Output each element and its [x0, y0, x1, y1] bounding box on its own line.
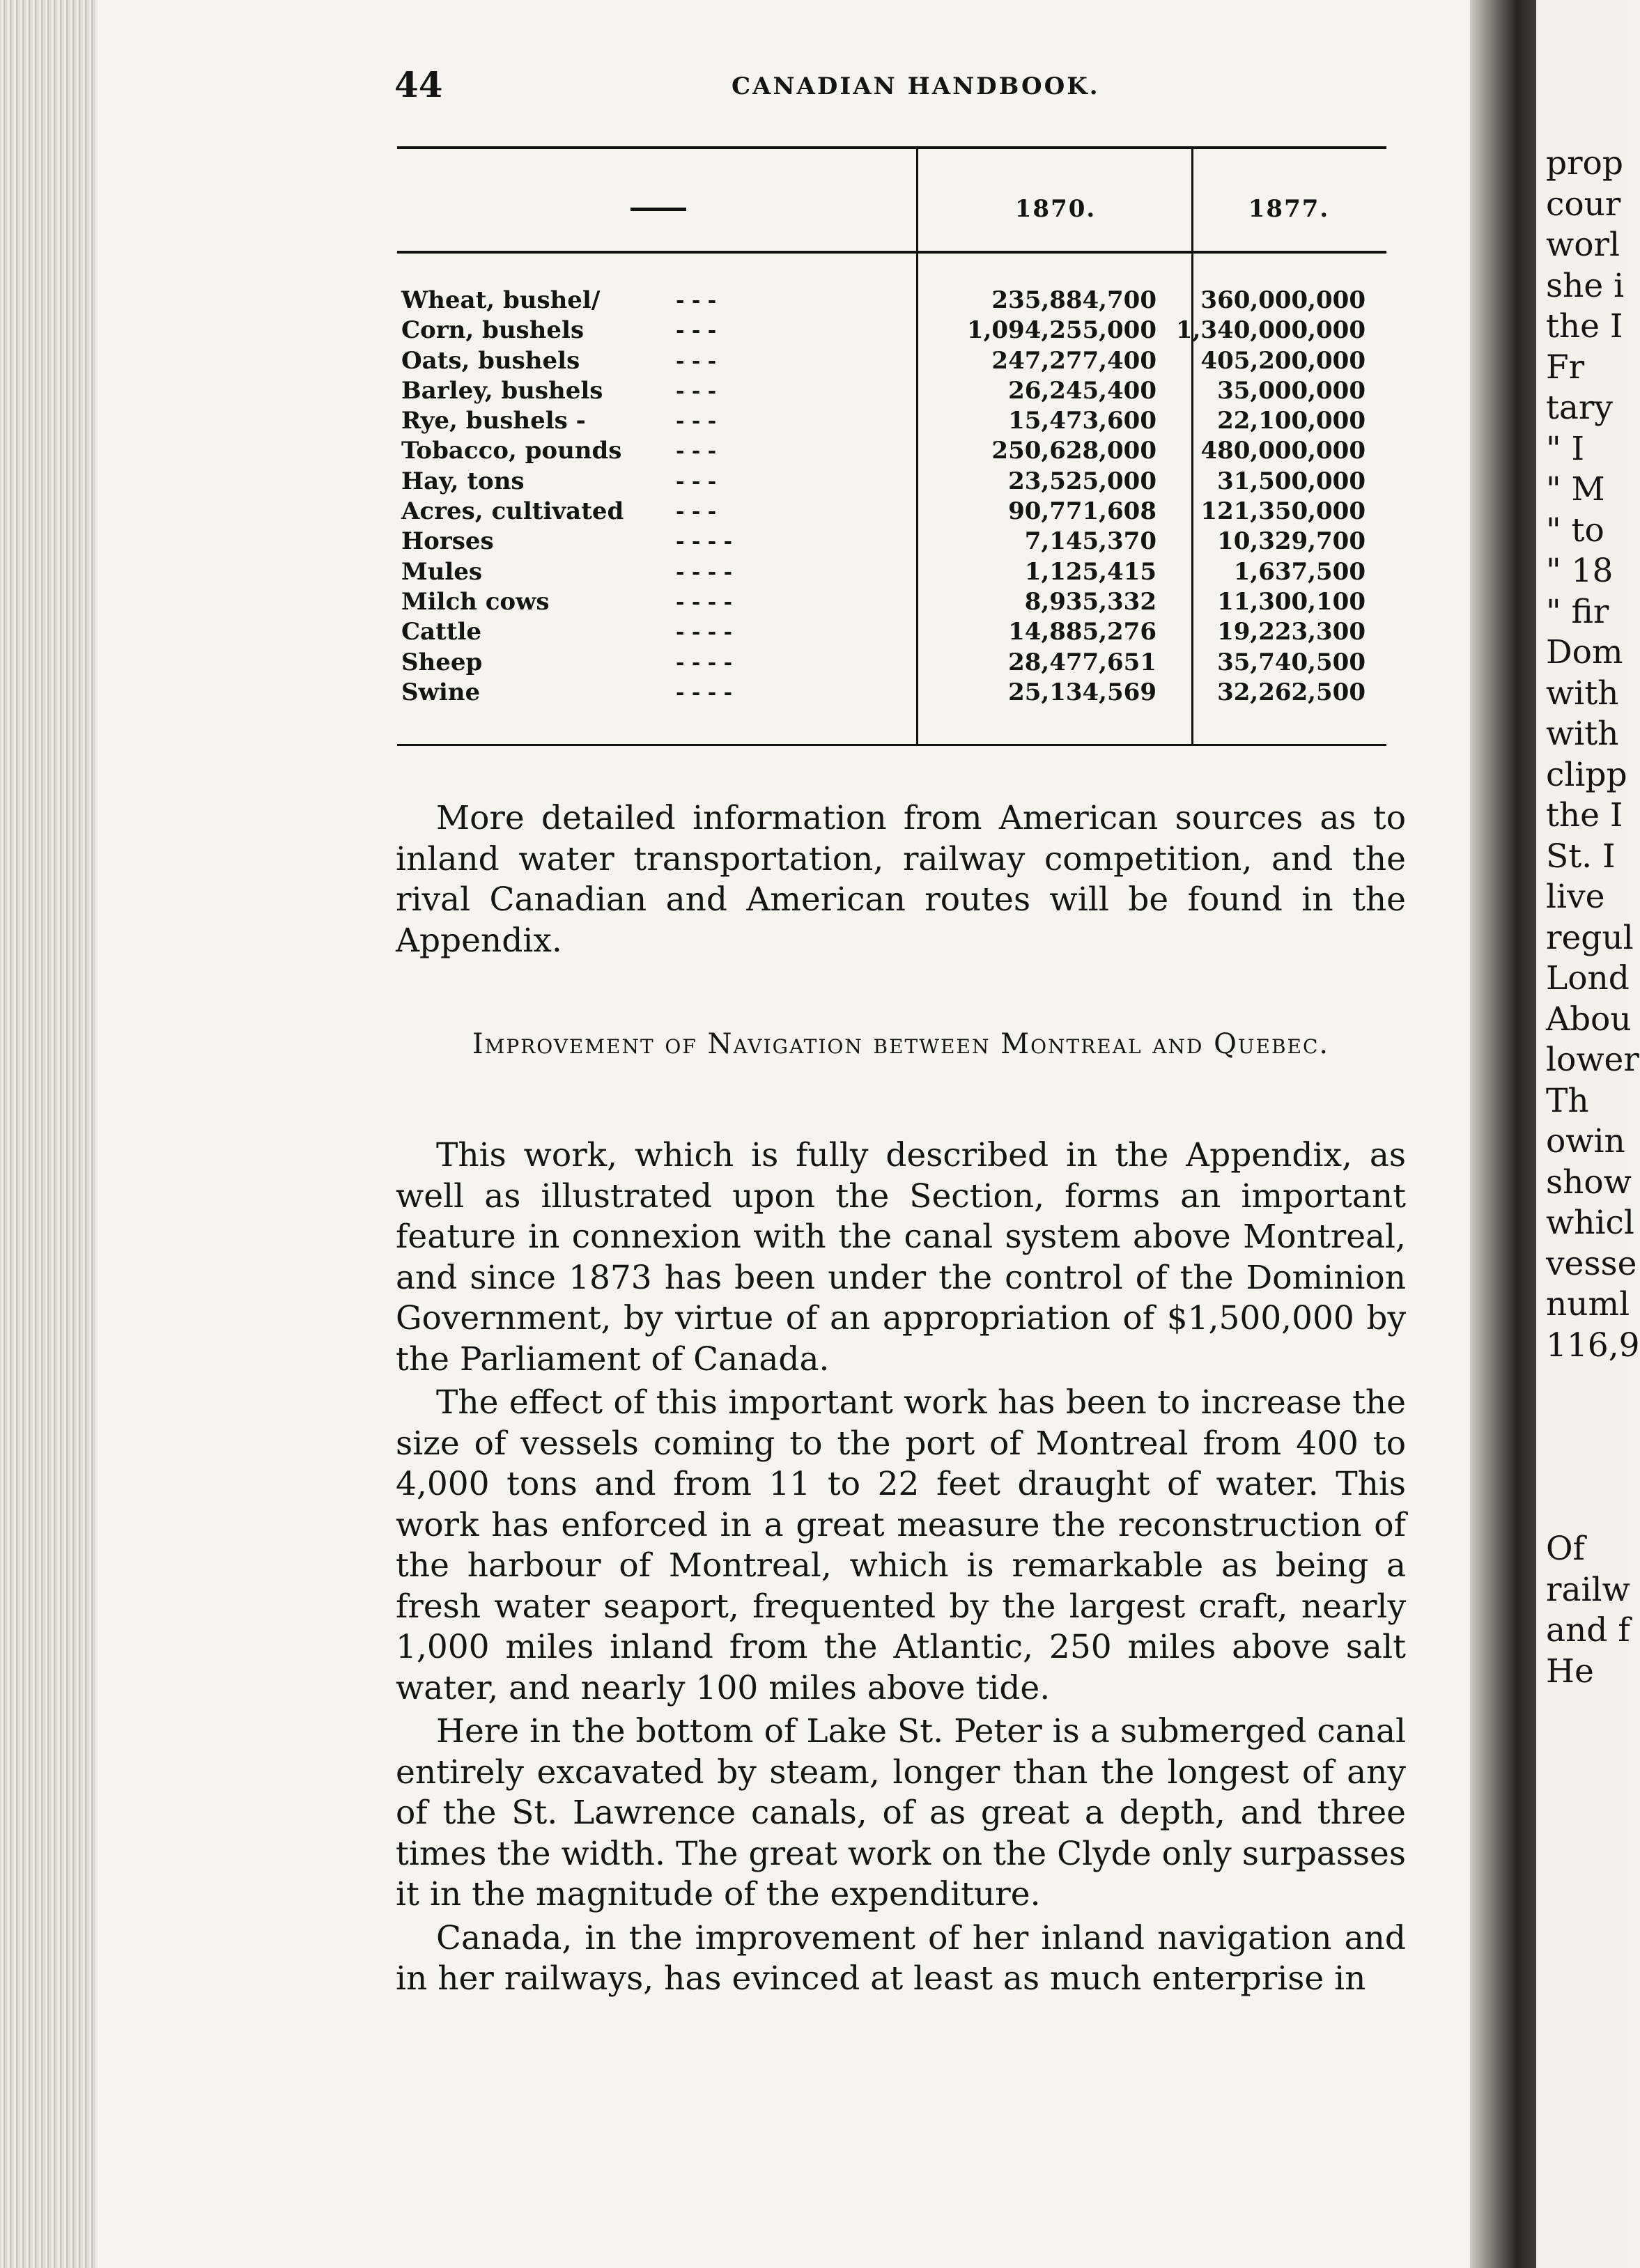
- table-body: [397, 286, 1386, 708]
- table-row: [397, 467, 1386, 497]
- row-label: Acres, cultivated: [401, 497, 624, 526]
- row-leader: - - -: [676, 378, 717, 403]
- value-1870: 1,125,415: [1024, 557, 1156, 586]
- value-1877: 405,200,000: [1200, 346, 1366, 375]
- table-top-rule: [397, 146, 1386, 149]
- row-leader: - - -: [676, 348, 717, 373]
- table-row: [397, 617, 1386, 647]
- row-label: Horses: [401, 527, 494, 556]
- value-1877: 11,300,100: [1217, 587, 1366, 616]
- paragraph: [396, 798, 1406, 964]
- value-1877: 35,740,500: [1217, 648, 1366, 676]
- facing-page-line: " I: [1546, 429, 1585, 468]
- paragraph-text: This work, which is fully described in the Appendix, as well as illustrated upon the Section, forms an important feature in connexion with the canal system above Montreal, and since 1873 has been under the control of the Dominion Government, by virtue of an appropriation of $1,500,000 by the Parliament of Canada.: [396, 1136, 1406, 1378]
- table-row: [397, 436, 1386, 466]
- table-row: [397, 376, 1386, 406]
- row-leader: - - - -: [676, 680, 733, 705]
- value-1870: 8,935,332: [1024, 587, 1156, 616]
- column-header-1877: 1877.: [1248, 195, 1330, 223]
- row-label: Milch cows: [401, 587, 550, 616]
- row-label: Barley, bushels: [401, 376, 603, 405]
- running-title: CANADIAN HANDBOOK.: [732, 72, 1100, 100]
- facing-page-line: Of: [1546, 1530, 1585, 1568]
- row-leader: - - -: [676, 409, 717, 434]
- row-leader: - - -: [676, 469, 717, 494]
- facing-page-line: worl: [1546, 226, 1620, 264]
- facing-page-line: with: [1546, 674, 1619, 713]
- section-heading: Improvement of Navigation between Montreal and Quebec.: [472, 1028, 1330, 1060]
- paragraph-text: The effect of this important work has been to increase the size of vessels coming to the port of Montreal from 400 to 4,000 tons and from 11 to 22 feet draught of water. This work has enforced in a great measure the reconstruction of the harbour of Montreal, which is remarkable as being a fresh water seaport, frequented by the largest craft, nearly 1,000 miles inland from the Atlantic, 250 miles above salt water, and nearly 100 miles above tide.: [396, 1383, 1406, 1707]
- facing-page-line: and f: [1546, 1611, 1630, 1649]
- page-number: 44: [394, 64, 443, 105]
- row-label: Oats, bushels: [401, 346, 580, 375]
- facing-page-line: show: [1546, 1163, 1632, 1202]
- value-1870: 23,525,000: [1008, 467, 1156, 495]
- facing-page-line: " to: [1546, 511, 1604, 550]
- table-row: [397, 406, 1386, 436]
- facing-page-line: owin: [1546, 1122, 1625, 1160]
- value-1870: 7,145,370: [1024, 527, 1156, 556]
- facing-page-fragment: [1536, 0, 1640, 2268]
- value-1870: 26,245,400: [1008, 376, 1156, 405]
- facing-page-line: railw: [1546, 1570, 1630, 1609]
- value-1870: 247,277,400: [991, 346, 1156, 375]
- row-leader: - - -: [676, 288, 717, 313]
- facing-page-line: tary: [1546, 389, 1613, 427]
- paragraph-text: More detailed information from American sources as to inland water transportation, railway competition, and the rival Canadian and American routes will be found in the Appendix.: [396, 799, 1406, 960]
- row-leader: - - - -: [676, 650, 733, 675]
- table-row: [397, 587, 1386, 617]
- row-leader: - - - -: [676, 620, 733, 645]
- facing-page-line: regul: [1546, 918, 1634, 957]
- value-1877: 19,223,300: [1217, 618, 1366, 646]
- facing-page-line: He: [1546, 1652, 1594, 1691]
- value-1877: 22,100,000: [1217, 407, 1366, 435]
- row-label: Corn, bushels: [401, 316, 585, 345]
- facing-page-line: [1546, 1489, 1640, 1530]
- facing-page-line: [1546, 1447, 1640, 1489]
- table-row: [397, 316, 1386, 345]
- facing-page-line: " M: [1546, 470, 1605, 508]
- row-label: Rye, bushels -: [401, 407, 586, 435]
- facing-page-line: prop: [1546, 144, 1623, 182]
- table-bottom-rule: [397, 744, 1386, 746]
- facing-page-line: Fr: [1546, 348, 1585, 387]
- facing-page-line: 116,9: [1546, 1326, 1640, 1365]
- value-1870: 15,473,600: [1008, 407, 1156, 435]
- row-label: Hay, tons: [401, 467, 525, 495]
- facing-page-line: [1546, 1407, 1640, 1448]
- row-leader: - - - -: [676, 589, 733, 614]
- table-row: [397, 497, 1386, 527]
- body-paragraphs: [396, 1135, 1406, 2003]
- row-label: Swine: [401, 678, 481, 706]
- row-leader: - - - -: [676, 529, 733, 554]
- table-row: [397, 527, 1386, 557]
- value-1870: 14,885,276: [1008, 618, 1156, 646]
- row-label: Mules: [401, 557, 483, 586]
- row-leader: - - - -: [676, 559, 733, 584]
- value-1877: 121,350,000: [1200, 497, 1366, 526]
- value-1877: 10,329,700: [1217, 527, 1366, 556]
- table-row: [397, 678, 1386, 708]
- facing-page-line: numl: [1546, 1285, 1630, 1323]
- table-row: [397, 557, 1386, 587]
- value-1870: 90,771,608: [1008, 497, 1156, 526]
- row-leader: - - -: [676, 499, 717, 525]
- facing-page-line: Dom: [1546, 633, 1623, 671]
- row-leader: - - -: [676, 318, 717, 343]
- value-1870: 1,094,255,000: [966, 316, 1156, 345]
- value-1877: 1,637,500: [1233, 557, 1366, 586]
- value-1877: 360,000,000: [1200, 286, 1366, 314]
- facing-page-line: the I: [1546, 796, 1623, 834]
- stub-header-dash: [631, 208, 686, 211]
- value-1877: 31,500,000: [1217, 467, 1366, 495]
- paragraph-text: Here in the bottom of Lake St. Peter is a submerged canal entirely excavated by steam, longer than the longest of any of the St. Lawrence canals, of as great a depth, and three times the width. The great work on the Clyde only surpasses it in the magnitude of the expenditure.: [396, 1712, 1406, 1913]
- value-1870: 28,477,651: [1008, 648, 1156, 676]
- facing-page-line: the I: [1546, 307, 1623, 345]
- facing-page-line: Lond: [1546, 959, 1630, 997]
- row-label: Sheep: [401, 648, 483, 676]
- row-label: Wheat, bushel/: [401, 286, 601, 314]
- row-label: Cattle: [401, 618, 482, 646]
- page-edge-stack: [0, 0, 98, 2268]
- facing-page-lines: [1536, 143, 1640, 1692]
- paragraph-text: Canada, in the improvement of her inland navigation and in her railways, has evinced at least as much enterprise in: [396, 1918, 1406, 1998]
- facing-page-line: she i: [1546, 266, 1625, 305]
- facing-page-line: Abou: [1546, 1000, 1632, 1039]
- facing-page-line: St. I: [1546, 837, 1616, 876]
- facing-page-line: live: [1546, 878, 1605, 916]
- value-1877: 35,000,000: [1217, 376, 1366, 405]
- row-leader: - - -: [676, 439, 717, 464]
- book-gutter: [1470, 0, 1536, 2268]
- column-header-1870: 1870.: [1014, 195, 1097, 223]
- facing-page-line: cour: [1546, 185, 1621, 224]
- facing-page-line: vesse: [1546, 1244, 1637, 1283]
- facing-page-line: with: [1546, 715, 1619, 753]
- facing-page-line: whicl: [1546, 1204, 1634, 1242]
- table-row: [397, 286, 1386, 316]
- facing-page-line: clipp: [1546, 755, 1627, 794]
- value-1877: 32,262,500: [1217, 678, 1366, 706]
- facing-page-line: " fir: [1546, 592, 1609, 631]
- table-header-rule: [397, 251, 1386, 254]
- value-1877: 480,000,000: [1200, 437, 1366, 465]
- value-1870: 25,134,569: [1008, 678, 1156, 706]
- row-label: Tobacco, pounds: [401, 437, 622, 465]
- facing-page-line: [1546, 1366, 1640, 1407]
- facing-page-line: lower: [1546, 1041, 1639, 1079]
- table-row: [397, 648, 1386, 678]
- table-row: [397, 346, 1386, 376]
- value-1870: 235,884,700: [991, 286, 1156, 314]
- facing-page-line: Th: [1546, 1081, 1589, 1120]
- value-1877: 1,340,000,000: [1175, 316, 1366, 345]
- facing-page-line: " 18: [1546, 552, 1614, 590]
- value-1870: 250,628,000: [991, 437, 1156, 465]
